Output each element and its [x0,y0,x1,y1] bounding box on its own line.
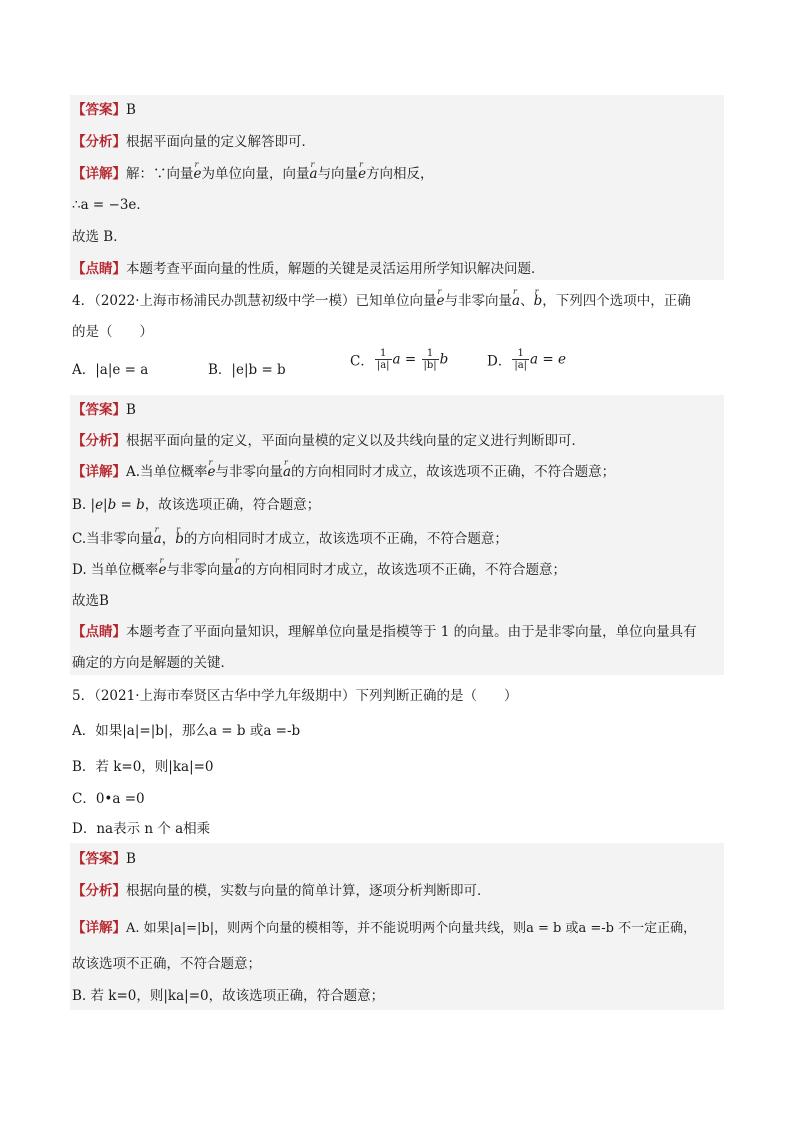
vector-b: r b [175,530,184,548]
q4-detail-a: 【详解】A.当单位概率r e与非零向量r a的方向相同时才成立，故该选项不正确，不符合题意； [72,463,615,481]
q4-detail-b: B. |e|b = b，故该选项正确，符合题意； [72,497,321,513]
vector-e: r e [194,165,202,183]
vector-e: r e [437,292,445,310]
q5-detail-line3: B. 若 k=0，则|ka|=0，故该选项正确，符合题意； [72,988,385,1004]
q4-choose: 故选B [72,593,109,609]
vector-a: r a [310,165,318,183]
fraction: $\frac{1}{|a|}$ [514,348,528,371]
q4-answer: 【答案】B [72,402,136,418]
q5-option-a: A．如果|a|=|b|，那么a = b 或a =-b [72,723,301,739]
q4-option-c: C． $\frac{1}{|a|}$ a = $\frac{1}{|b|}$ b [350,348,449,371]
q3-detail-line2: ∴a = −3e． [72,197,150,213]
q4-stem-line2: 的是（ ） [72,324,153,340]
q3-detail-line3: 故选 B． [72,229,127,245]
q5-option-b: B．若 k=0，则|ka|=0 [72,759,214,775]
q4-comment-line1: 【点睛】本题考查了平面向量知识，理解单位向量是指模等于 1 的向量。由于是非零向量，单位向量具有 [72,624,697,640]
vector-a: r a [283,463,291,481]
fraction: $\frac{1}{|a|}$ [376,348,390,371]
q5-stem: 5．（2021·上海市奉贤区古华中学九年级期中）下列判断正确的是（ ） [72,688,518,704]
fraction: $\frac{1}{|b|}$ [423,348,437,371]
q4-detail-c: C.当非零向量r a，r b的方向相同时才成立，故该选项不正确，不符合题意； [72,530,508,548]
q4-comment-line2: 确定的方向是解题的关键． [72,655,234,671]
vector-a: r a [234,561,242,579]
q5-detail-line2: 故该选项不正确，不符合题意； [72,956,261,972]
vector-b: r b [534,292,543,310]
q3-solution-block [70,95,724,280]
q4-option-d: D． $\frac{1}{|a|}$ a = e [487,348,566,371]
q5-detail-line1: 【详解】A. 如果|a|=|b|，则两个向量的模相等，并不能说明两个向量共线，则a = b 或a =-b 不一定正确， [72,920,697,936]
q3-analysis: 【分析】根据平面向量的定义解答即可． [72,134,315,150]
q5-option-c: C．0•a =0 [72,791,145,807]
q4-analysis: 【分析】根据平面向量的定义，平面向量模的定义以及共线向量的定义进行判断即可． [72,433,585,449]
q5-option-d: D．na表示 n 个 a相乘 [72,821,211,837]
vector-a: r a [512,292,520,310]
q3-comment: 【点睛】本题考查平面向量的性质，解题的关键是灵活运用所学知识解决问题． [72,261,545,277]
vector-e: r e [358,165,366,183]
q5-answer: 【答案】B [72,851,136,867]
vector-e: r e [208,463,216,481]
vector-a: r a [154,530,162,548]
q4-stem-line1: 4．（2022·上海市杨浦民办凯慧初级中学一模）已知单位向量r e与非零向量r a、r b，下列四个选项中，正确 [72,292,691,310]
q4-option-b: B．|e|b = b [208,362,286,378]
q5-analysis: 【分析】根据向量的模，实数与向量的简单计算，逐项分析判断即可． [72,883,491,899]
vector-e: r e [158,561,166,579]
q4-detail-d: D. 当单位概率r e与非零向量r a的方向相同时才成立，故该选项不正确，不符合题意； [72,561,566,579]
q3-answer: 【答案】B [72,102,136,118]
q3-detail-line1: 【详解】解：∵向量r e为单位向量，向量r a与向量r e方向相反， [72,165,434,183]
q4-option-a: A．|a|e = a [72,362,149,378]
